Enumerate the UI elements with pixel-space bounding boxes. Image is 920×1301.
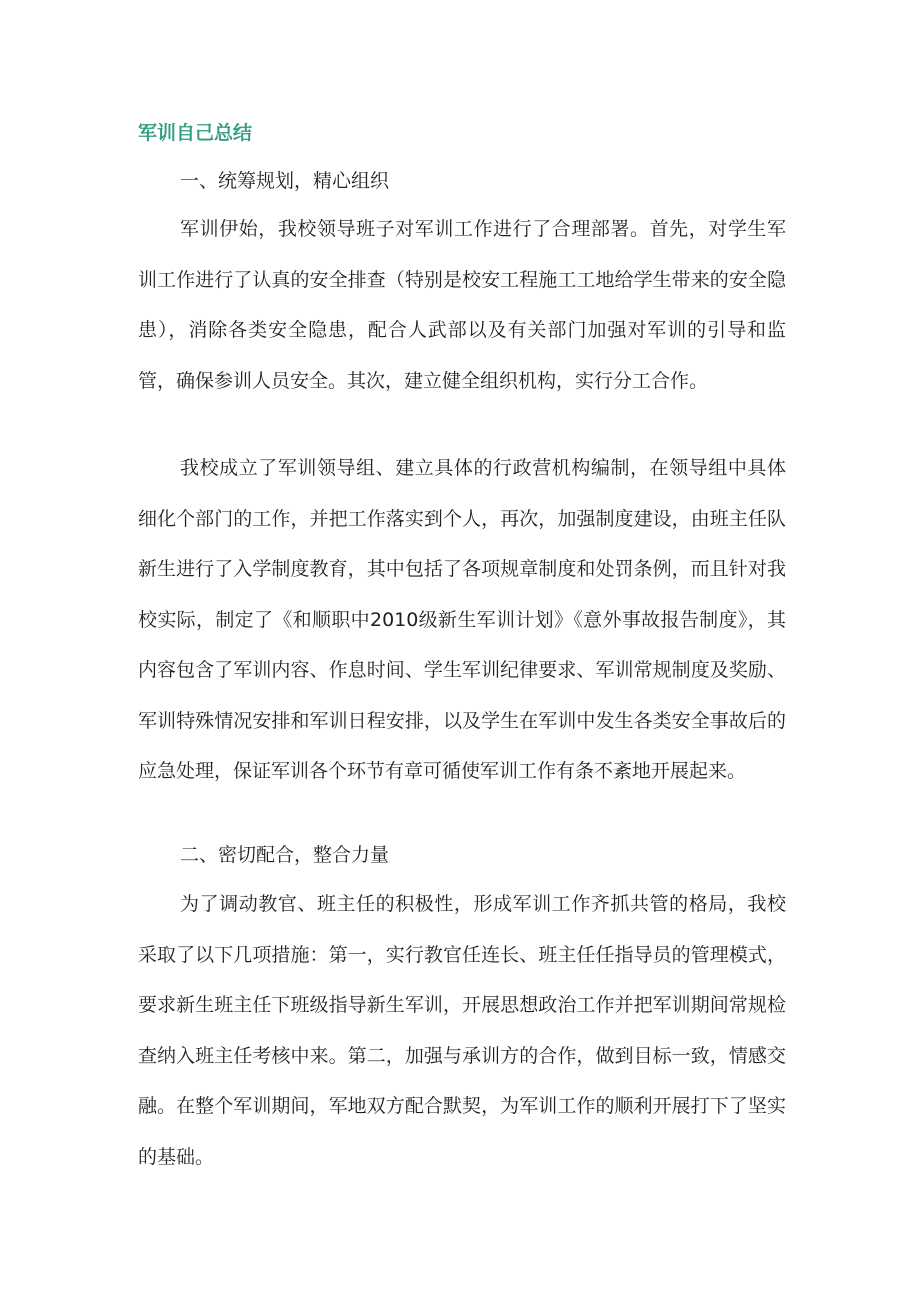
paragraph-organization: 我校成立了军训领导组、建立具体的行政营机构编制，在领导组中具体细化个部门的工作，并把工作落实到个人，再次，加强制度建设，由班主任队新生进行了入学制度教育，其中包括了各项规章制度和处罚条例，而且针对我校实际，制定了《和顺职中2010级新生军训计划》《意外事故报告制度》，其内容包含了军训内容、作息时间、学生军训纪律要求、军训常规制度及奖励、军训特殊情况安排和军训日程安排，以及学生在军训中发生各类安全事故后的应急处理，保证军训各个环节有章可循使军训工作有条不紊地开展起来。 — [138, 457, 786, 782]
paragraph-measures: 为了调动教官、班主任的积极性，形成军训工作齐抓共管的格局，我校采取了以下几项措施：第一，实行教官任连长、班主任任指导员的管理模式，要求新生班主任下班级指导新生军训，开展思想政治工作并把军训期间常规检查纳入班主任考核中来。第二，加强与承训方的合作，做到目标一致，情感交融。在整个军训期间，军地双方配合默契，为军训工作的顺利开展打下了坚实的基础。 — [138, 893, 786, 1168]
section-heading-cooperation: 二、密切配合，整合力量 — [180, 844, 390, 866]
paragraph-deployment: 军训伊始，我校领导班子对军训工作进行了合理部署。首先，对学生军训工作进行了认真的安全排查（特别是校安工程施工工地给学生带来的安全隐患），消除各类安全隐患，配合人武部以及有关部门加强对军训的引导和监管，确保参训人员安全。其次，建立健全组织机构，实行分工合作。 — [138, 218, 786, 392]
document-title: 军训自己总结 — [138, 122, 253, 144]
section-heading-planning: 一、统筹规划，精心组织 — [180, 170, 390, 192]
